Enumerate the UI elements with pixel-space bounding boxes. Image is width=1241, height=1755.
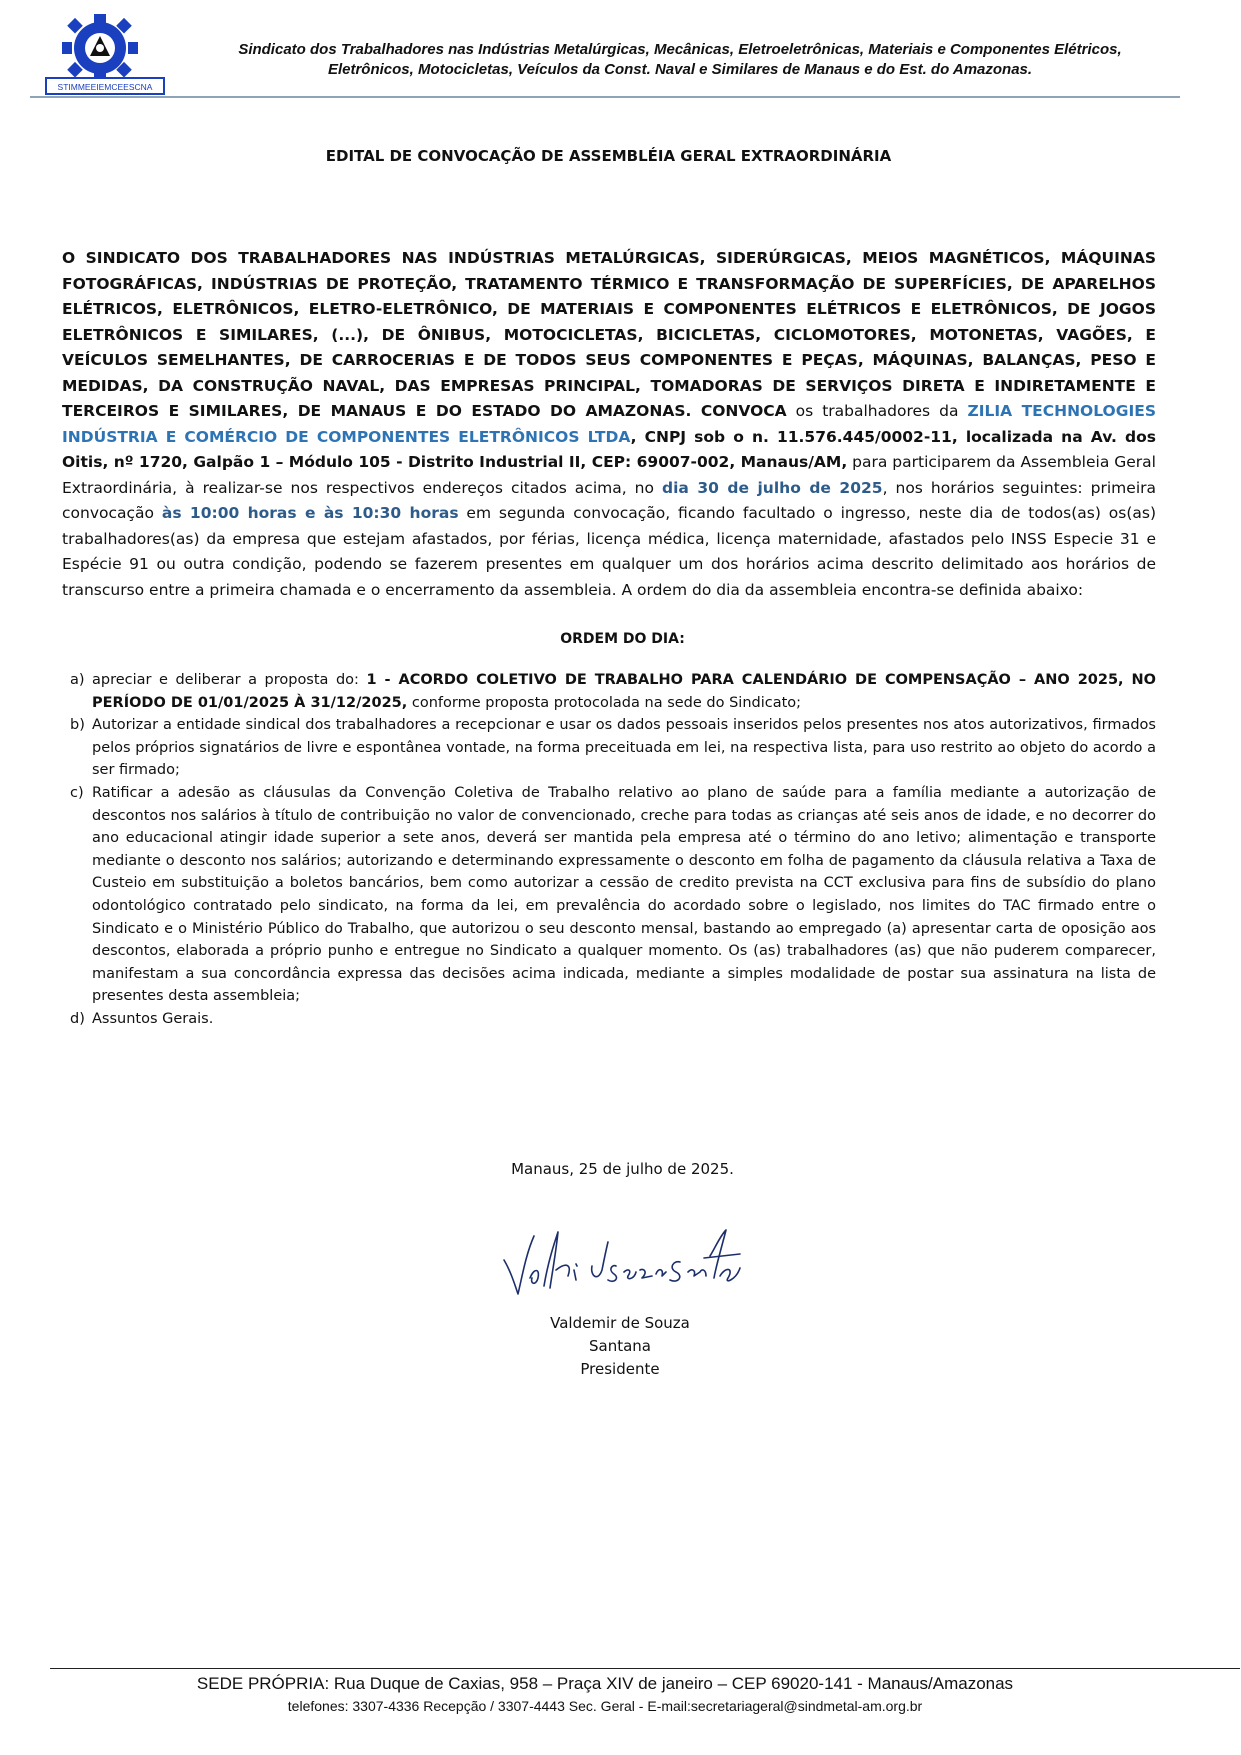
agenda-list [62, 669, 1156, 1031]
signatory-name: Valdemir de Souza Santana [550, 1314, 690, 1355]
place-and-date: Manaus, 25 de julho de 2025. [511, 1160, 734, 1178]
agenda-bold-text: 1 - ACORDO COLETIVO DE TRABALHO PARA CALENDÁRIO DE COMPENSAÇÃO – ANO 2025, NO PERÍODO DE 01/01/2025 À 31/12/2025, [92, 672, 1156, 711]
footer-contacts: telefones: 3307-4336 Recepção / 3307-4443 Sec. Geral - E-mail:secretariageral@sindmetal-am.org.br [287, 1698, 923, 1714]
handwritten-signature [500, 1222, 745, 1302]
header-divider [30, 96, 1180, 98]
body-text-5: , nos horários seguintes: primeira convocação [62, 478, 1156, 522]
footer-divider [50, 1668, 1240, 1669]
union-name-text: O SINDICATO DOS TRABALHADORES NAS INDÚSTRIAS METALÚRGICAS, SIDERÚRGICAS, MEIOS MAGNÉTICOS, MÁQUINAS FOTOGRÁFICAS, INDÚSTRIAS DE PROTEÇÃO, TRATAMENTO TÉRMICO E TRANSFORMAÇÃO DE SUPERFÍCIES, DE APARELHOS ELÉTRICOS, ELETRÔNICOS, ELETRO-ELETRÔNICO, DE MATERIAIS E COMPONENTES ELÉTRICOS E ELETRÔNICOS, DE JOGOS ELETRÔNICOS E SIMILARES, (...), DE ÔNIBUS, MOTOCICLETAS, BICICLETAS, CICLOMOTORES, MOTONETAS, VAGÕES, E VEÍCULOS SEMELHANTES, DE CARROCERIAS E DE TODOS SEUS COMPONENTES E PEÇAS, MÁQUINAS, BALANÇAS, PESO E MEDIDAS, DA CONSTRUÇÃO NAVAL, DAS EMPRESAS PRINCIPAL, TOMADORAS DE SERVIÇOS DIRETA E INDIRETAMENTE E TERCEIROS E SIMILARES, DE MANAUS E DO ESTADO DO AMAZONAS. CONVOCA [62, 249, 1156, 420]
agenda-marker: d) [70, 1010, 85, 1027]
logo-text: STIMMEEIEMCEESCNA [57, 82, 153, 92]
agenda-item [62, 669, 1156, 714]
body-text-2: os trabalhadores da [786, 402, 968, 420]
agenda-item [62, 714, 1156, 782]
agenda-text-post: conforme proposta protocolada na sede do Sindicato; [407, 694, 802, 711]
agenda-text: Ratificar a adesão as cláusulas da Convenção Coletiva de Trabalho relativo ao plano de saúde para a família mediante a autorização de descontos nos salários à título de contribuição no valor de convencionado, creche para todas as crianças até seis anos de idade, e no decorrer do ano educacional atingir idade superior a sete anos, deverá ser mantida pela empresa até o término do ano letivo; alimentação e transporte mediante o desconto nos salários; autorizando e determinando expressamente o desconto em folha de pagamento da cláusula relativa a Taxa de Custeio em substituição a boletos bancários, bem como autorizar a cessão de credito prevista na CCT exclusiva para fins de subsídio do plano odontológico contratado pelo sindicato, na forma da lei, em prevalência do acordado sobre o legislado, nos limites do TAC firmado entre o Sindicato e o Ministério Público do Trabalho, que autorizou o seu desconto mensal, bastando ao empregado (a) apresentar carta de oposição aos descontos, elaborada a próprio punho e entregue no Sindicato a qualquer momento. Os (as) trabalhadores (as) que não puderem comparecer, manifestam a sua concordância expressa das decisões acima indicada, mediante a simples modalidade de postar sua assinatura na lista de presentes desta assembleia; [92, 784, 1156, 1005]
document-title: EDITAL DE CONVOCAÇÃO DE ASSEMBLÉIA GERAL EXTRAORDINÁRIA [325, 147, 892, 165]
signatory-role: Presidente [580, 1360, 660, 1378]
company-name: ZILIA TECHNOLOGIES INDÚSTRIA E COMÉRCIO DE COMPONENTES ELETRÔNICOS LTDA [62, 402, 1156, 446]
agenda-text: apreciar e deliberar a proposta do: [92, 672, 367, 688]
agenda-marker: c) [70, 784, 84, 801]
agenda-marker: a) [70, 672, 85, 688]
company-details: , CNPJ sob o n. 11.576.445/0002-11, localizada na Av. dos Oitis, nº 1720, Galpão 1 – Módulo 105 - Distrito Industrial II, CEP: 69007-002, Manaus/AM, [62, 427, 1156, 471]
union-logo [44, 12, 168, 97]
agenda-item [62, 782, 1156, 1008]
body-text-6: em segunda convocação, ficando facultado o ingresso, neste dia de todos(as) os(as) trabalhadores(as) da empresa que estejam afastados, por férias, licença médica, licença maternidade, afastados pelo INSS Especie 31 e Espécie 91 ou outra condição, podendo se fazerem presentes em qualquer um dos horários acima descrito delimitado aos horários de transcurso entre a primeira chamada e o encerramento da assembleia. A ordem do dia da assembleia encontra-se definida abaixo: [62, 504, 1156, 599]
convocation-paragraph [62, 246, 1156, 603]
body-text-4: para participarem da Assembleia Geral Extraordinária, à realizar-se nos respectivos endereços citados acima, no [62, 453, 1156, 497]
assembly-times: às 10:00 horas e às 10:30 horas [161, 504, 459, 522]
agenda-title: ORDEM DO DIA: [560, 631, 685, 647]
agenda-text: Assuntos Gerais. [92, 1010, 214, 1027]
union-header-line1: Sindicato dos Trabalhadores nas Indústrias Metalúrgicas, Mecânicas, Eletroeletrônicas, Materiais e Componentes Elétricos, [238, 41, 1122, 58]
signatory [520, 1312, 720, 1381]
agenda-marker: b) [70, 717, 85, 734]
union-header-line2: Eletrônicos, Motocicletas, Veículos da Const. Naval e Similares de Manaus e do Est. do Amazonas. [327, 61, 1033, 78]
agenda-item [62, 1008, 1156, 1031]
assembly-date: dia 30 de julho de 2025 [662, 478, 883, 497]
union-header [180, 40, 1180, 80]
footer-address: SEDE PRÓPRIA: Rua Duque de Caxias, 958 – Praça XIV de janeiro – CEP 69020-141 - Manaus/Amazonas [196, 1674, 1014, 1693]
agenda-text: Autorizar a entidade sindical dos trabalhadores a recepcionar e usar os dados pessoais inseridos pelos presentes nos atos autorizativos, firmados pelos próprios signatários de livre e espontânea vontade, na forma preceituada em lei, na respectiva lista, para uso restrito ao objeto do acordo a ser firmado; [92, 717, 1156, 779]
